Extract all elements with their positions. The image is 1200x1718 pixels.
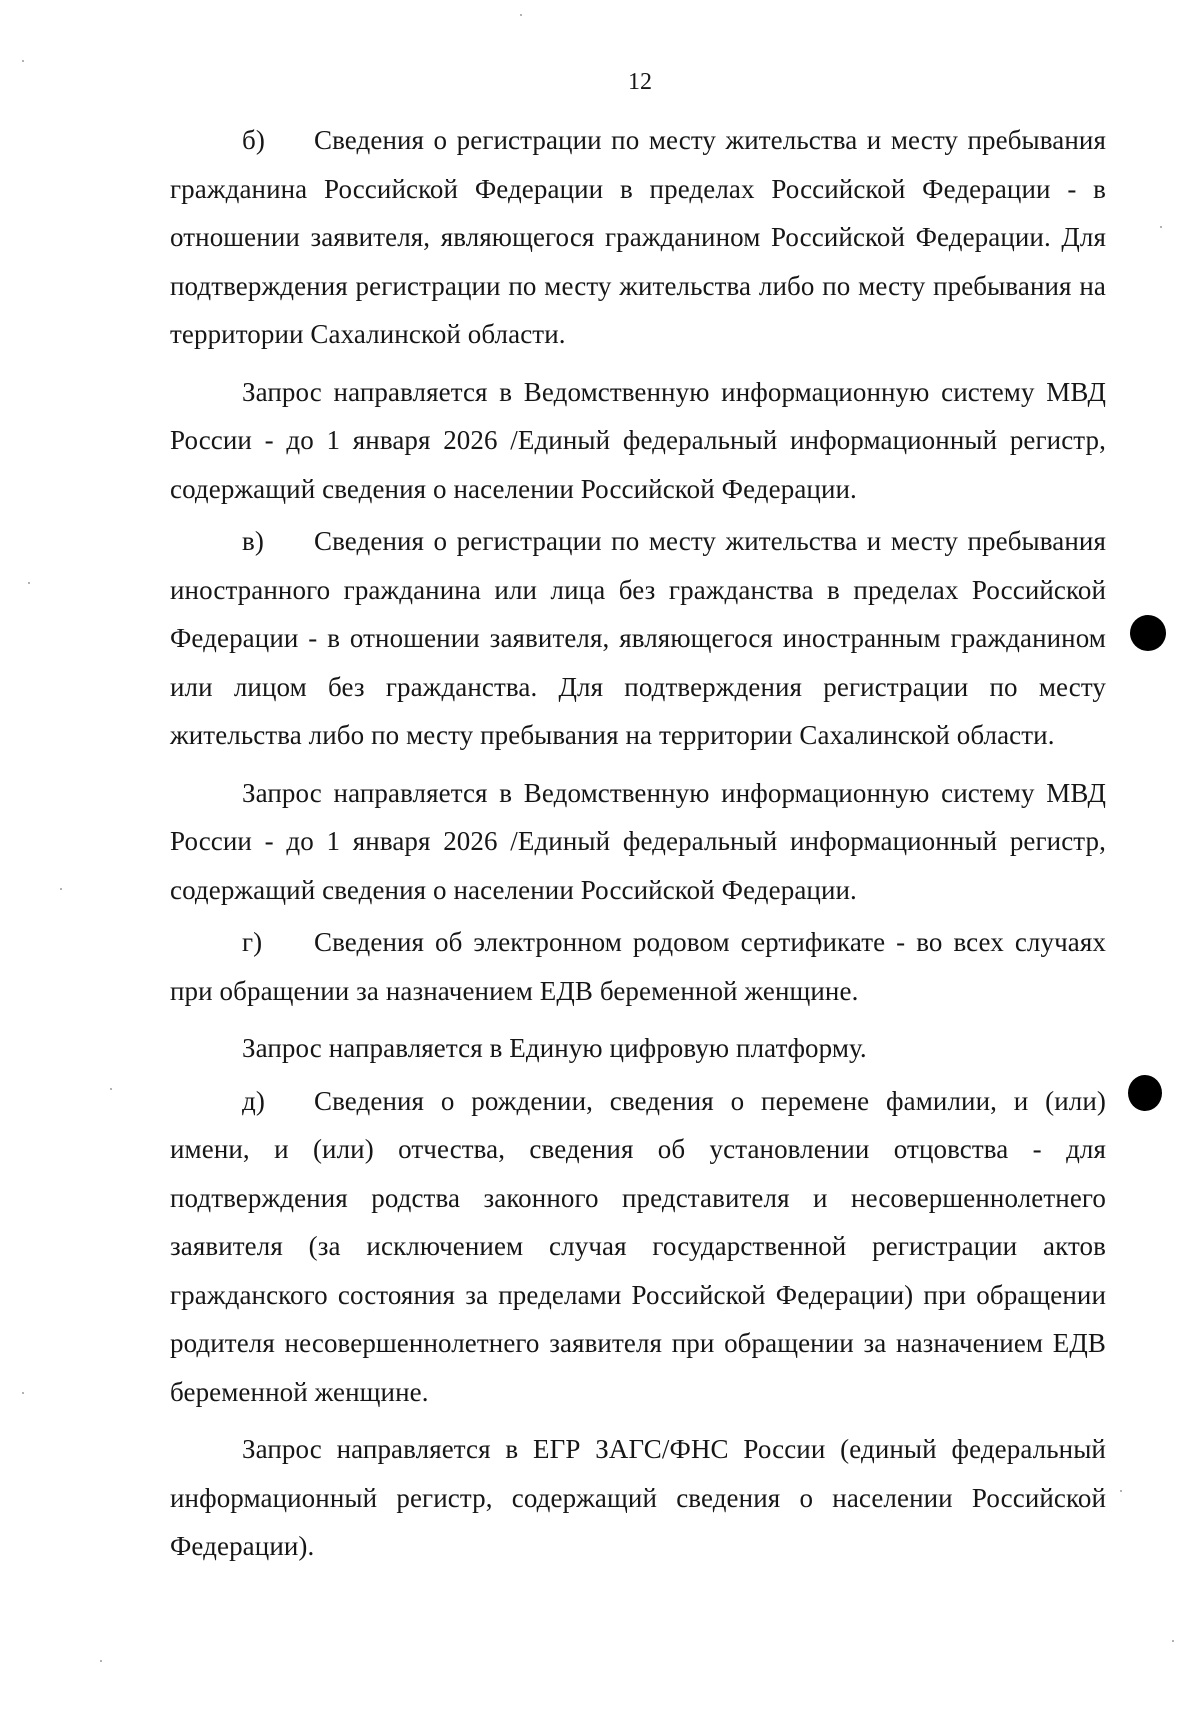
item-d-request: Запрос направляется в ЕГР ЗАГС/ФНС России (единый федеральный информационный регистр, содержащий сведения о населении Российской Федерации).: [170, 1434, 1106, 1561]
item-b-text: Сведения о регистрации по месту жительства и месту пребывания гражданина Российской Федерации в пределах Российской Федерации - в отношении заявителя, являющегося гражданином Российской Федерации. Для подтверждения регистрации по месту жительства либо по месту пребывания на территории Сахалинской области.: [170, 125, 1106, 349]
item-g-request: Запрос направляется в Единую цифровую платформу.: [242, 1033, 867, 1063]
scan-speck: [28, 582, 30, 584]
item-v-paragraph: [170, 517, 1106, 760]
scan-speck: [100, 1660, 102, 1662]
scan-speck: [110, 1088, 112, 1090]
item-b-marker: б): [242, 125, 265, 155]
item-d-text: Сведения о рождении, сведения о перемене фамилии, и (или) имени, и (или) отчества, сведения об установлении отцовства - для подтверждения родства законного представителя и несовершеннолетнего заявителя (за исключением случая государственной регистрации актов гражданского состояния за пределами Российской Федерации) при обращении родителя несовершеннолетнего заявителя при обращении за назначением ЕДВ беременной женщине.: [170, 1085, 1106, 1407]
punch-hole-mark: [1130, 615, 1166, 651]
item-g-text: Сведения об электронном родовом сертификате - во всех случаях при обращении за назначением ЕДВ беременной женщине.: [170, 927, 1106, 1006]
punch-hole-mark: [1128, 1075, 1162, 1111]
item-b-paragraph: [170, 116, 1106, 359]
scan-speck: [1160, 226, 1162, 228]
item-v-marker: в): [242, 526, 264, 556]
item-d-paragraph: [170, 1077, 1106, 1417]
item-g-marker: г): [242, 927, 263, 957]
page-number: 12: [628, 69, 652, 95]
document-body: [170, 116, 1106, 1575]
item-g-paragraph: [170, 918, 1106, 1015]
scan-speck: [22, 1392, 24, 1394]
item-v-request: Запрос направляется в Ведомственную информационную систему МВД России - до 1 января 2026 /Единый федеральный информационный регистр, содержащий сведения о населении Российской Федерации.: [170, 777, 1106, 905]
item-d-marker: д): [242, 1085, 265, 1116]
scan-speck: [1120, 1490, 1122, 1492]
scan-speck: [22, 60, 24, 62]
item-b-request: Запрос направляется в Ведомственную информационную систему МВД России - до 1 января 2026 /Единый федеральный информационный регистр, содержащий сведения о населении Российской Федерации.: [170, 376, 1106, 504]
item-v-text: Сведения о регистрации по месту жительства и месту пребывания иностранного гражданина или лица без гражданства в пределах Российской Федерации - в отношении заявителя, являющегося иностранным гражданином или лицом без гражданства. Для подтверждения регистрации по месту жительства либо по месту пребывания на территории Сахалинской области.: [170, 526, 1106, 750]
scan-speck: [1172, 1640, 1174, 1642]
scan-speck: [60, 888, 62, 890]
scan-speck: [520, 14, 522, 16]
